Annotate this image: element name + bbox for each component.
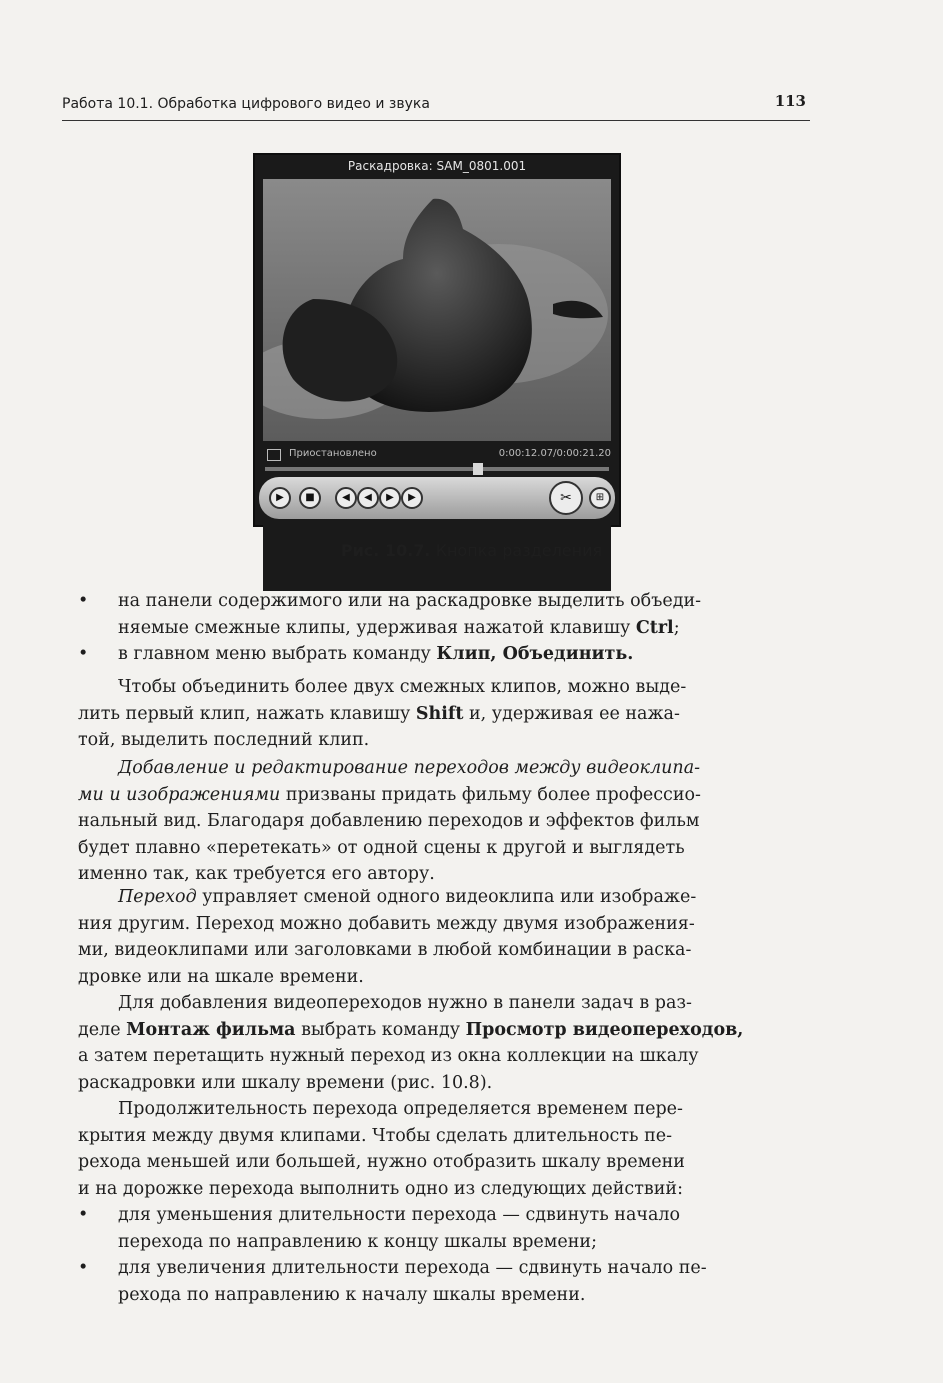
video-frame-image xyxy=(263,179,611,591)
play-icon[interactable]: ▶ xyxy=(269,487,291,509)
figure-caption xyxy=(0,541,943,560)
page-number: 113 xyxy=(774,92,806,110)
status-icon xyxy=(267,449,281,461)
list-item: • на панели содержимого или на раскадровке выделить объеди- xyxy=(78,588,813,615)
seek-thumb[interactable] xyxy=(473,463,483,475)
split-clip-icon[interactable]: ✂ xyxy=(549,481,583,515)
list-item: • в главном меню выбрать команду Клип, Объединить. xyxy=(78,641,813,668)
playback-controls xyxy=(259,477,615,519)
window-title: Раскадровка: SAM_0801.001 xyxy=(347,159,527,173)
previous-icon[interactable]: ◀ xyxy=(335,487,357,509)
seek-bar[interactable] xyxy=(265,467,609,471)
list-item: • для уменьшения длительности перехода — сдвинуть начало xyxy=(78,1202,813,1229)
page-header xyxy=(62,92,810,121)
next-icon[interactable]: ▶ xyxy=(401,487,423,509)
figure-storyboard-window xyxy=(253,153,621,527)
stop-icon[interactable]: ■ xyxy=(299,487,321,509)
bullet-icon: • xyxy=(78,1205,89,1225)
list-item-cont: няемые смежные клипы, удерживая нажатой клавишу Ctrl; xyxy=(118,617,680,638)
time-readout: 0:00:12.07/0:00:21.20 xyxy=(498,448,611,459)
rewind-icon[interactable]: ◀ xyxy=(357,487,379,509)
bullet-icon: • xyxy=(78,591,89,611)
bullet-list-1 xyxy=(78,588,813,668)
bullet-icon: • xyxy=(78,1258,89,1278)
figure-caption-text: Кнопка разделения xyxy=(435,541,603,560)
fullscreen-icon[interactable]: ⊞ xyxy=(589,487,611,509)
paragraph-2: Добавление и редактирование переходов между видеоклипа- ми и изображениями призваны придать фильму более профессио- нальный вид. Благодаря добавлению переходов и эффектов фильм будет плавно «перетекать» от одной сцены к другой и выглядеть именно так, как требуется его автору. xyxy=(78,758,701,884)
playback-status: Приостановлено xyxy=(289,448,377,459)
paragraph-5: Продолжительность перехода определяется временем пере- крытия между двумя клипами. Чтобы сделать длительность пе- рехода меньшей или большей, нужно отобразить шкалу времени и на дорожке перехода выполнить одно из следующих действий: xyxy=(78,1099,685,1199)
running-title: Работа 10.1. Обработка цифрового видео и звука xyxy=(62,96,430,112)
status-bar xyxy=(265,445,615,465)
bullet-list-2: • для уменьшения длительности перехода — сдвинуть начало перехода по направлению к концу шкалы времени; • для увеличения длительности перехода — сдвинуть начало пе- рехода по направлению к началу шкалы времени. xyxy=(78,1202,813,1308)
forward-icon[interactable]: ▶ xyxy=(379,487,401,509)
paragraph-1: Чтобы объединить более двух смежных клипов, можно выде- лить первый клип, нажать клавишу Shift и, удерживая ее нажа- той, выделить последний клип. xyxy=(78,677,687,750)
list-item: • для увеличения длительности перехода — сдвинуть начало пе- xyxy=(78,1255,813,1282)
paragraph-4: Для добавления видеопереходов нужно в панели задач в раз- деле Монтаж фильма выбрать команду Просмотр видеопереходов, а затем перетащить нужный переход из окна коллекции на шкалу раскадровки или шкалу времени (рис. 10.8). xyxy=(78,993,744,1093)
bullet-icon: • xyxy=(78,644,89,664)
figure-label: Рис. 10.7. xyxy=(340,541,431,560)
paragraph-3: Переход управляет сменой одного видеоклипа или изображе- ния другим. Переход можно добавить между двумя изображения- ми, видеоклипами или заголовками в любой комбинации в раска- дровке или на шкале времени. xyxy=(78,887,697,987)
